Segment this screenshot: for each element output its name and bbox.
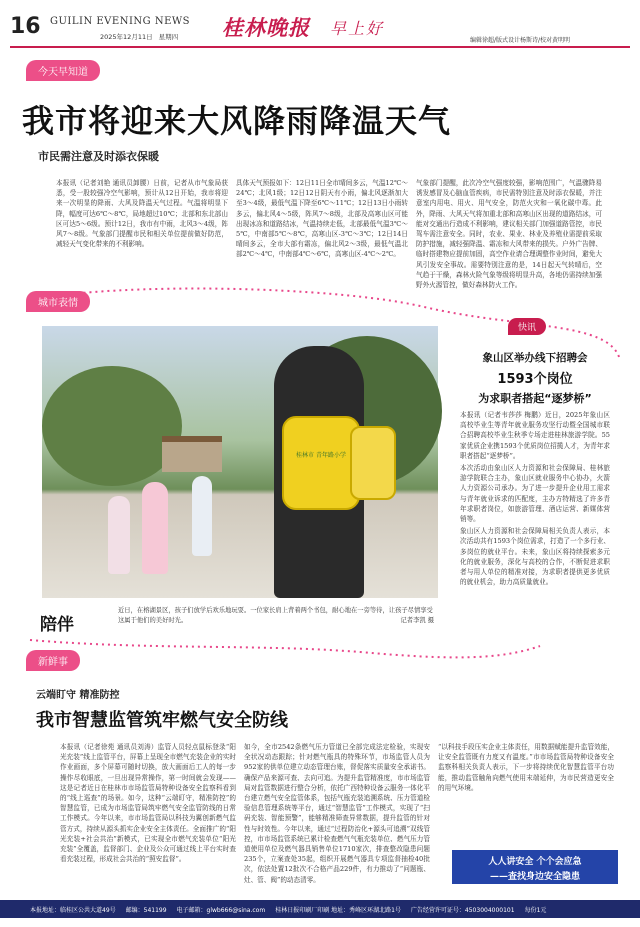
story2-col2: 如今，全市2542条燃气压力管道已全部完成法定检验，实现安全状况动态跟踪；针对燃气瓶具的特殊环节，市场监管人员为952家的供单位建立动态管理台账，督促落实质量安全承诺书。确保产品来源可查、去向可追。为提升监管精准度，市市场监管局对监管数据进行整合分析，依托广西特种设备云服务一体化平台建立燃气安全监管体系，包括气瓶充装追溯系统、压力管道检验信息管理系统等平台，通过“智慧监管”工作模式，实现了“扫码充装、智能预警”，能够精准筛查异常数据，提升监管的针对性与时效性。今年以来，通过“过程防治化+源头可追溯”双线管控，市市场监管系统已累计检查燃气气瓶充装单位、燃气压力管道使用单位及燃气器具销售单位1710家次，排查整改隐患问题235个，立案查处35起，组织开展燃气器具专项监督抽检40批次，依法处置12批次不合格产品229件，有力推动了“问题瓶、灶、管、阀”的动态清零。 (244, 743, 430, 884)
story1-subhead: 市民需注意及时添衣保暖 (38, 150, 159, 163)
footer-printer: 桂林日报印刷厂印刷 地址：秀峰区环湖北路1号 (275, 906, 401, 914)
photo-credit: 记者李凯 摄 (400, 616, 434, 624)
express-headline-line2: 1593个岗位 (497, 372, 573, 387)
child-2 (142, 482, 168, 574)
footer-phone: 邮编：541199 (125, 906, 167, 914)
promo-line2: ——查找身边安全隐患 (489, 872, 580, 882)
footer-email: 电子邮箱：glwb666@sina.com (176, 906, 266, 914)
promo-line1: 人人讲安全 个个会应急 (488, 857, 582, 867)
school-bag (282, 416, 360, 510)
story2-kicker: 云端盯守 精准防控 (36, 690, 120, 701)
story1-col3: 气象部门提醒，此次冷空气强度较强，影响范围广，气温骤降易诱发感冒及心脑血管疾病，市民需特别注意及时添衣保暖，并注意室内用电、用火、用气安全，防范火灾和一氧化碳中毒。此外，降雨、大风天气将加重北部和高寒山区出现的道路结冰，可能对交通出行造成不利影响，建议相关部门加强道路管控，市民驾车需注意安全。同时，农业、果业、林业及养殖业需提前采取防护措施，减轻强降温、霜冻和大风带来的损失。户外广告牌、临时搭建物应提前加固，高空作业请合理调整作业时间，避免大风引发安全事故。需要特别注意的是，14日起天气转晴后，空气趋于干燥，森林火险气象等级将明显升高，各地仍需持续加强野外火源管控，做好森林防火工作。 (416, 179, 602, 290)
masthead-logo: 桂林晚报 (222, 15, 310, 40)
story1-col1: 本报讯（记者刘艳 通讯员卸腰）日前，记者从市气象局获悉，受一股较强冷空气影响，预计从12日开始，我市将迎来一次明显的降雨、大风及降温天气过程。气温将明显下降，幅度可达6℃～8℃，局地超过10℃；北部和东北部山区可达5～6级。预计12日，我市有中雨，北风3～4级，阵风7～8级。气象部门提醒市民和相关单位提前做好防范，减轻天气变化带来的不利影响。 (56, 179, 228, 249)
editor-credits: 编辑徐超/版式设计杨斯诗/校对黄明明 (470, 37, 571, 44)
safety-promo (452, 850, 618, 884)
section-title: 早上好 (330, 19, 385, 38)
story1-col2: 具体天气预报如下：12日11日全市晴间多云，气温12℃～24℃；北风1级；12日12日阴天有小雨，偏北风逐渐加大至3～4级，最低气温下降至6℃～11℃；12日13日小雨转多云，偏北风4～5级，阵风7～8级，北部及高寒山区可能出现冰冻和道路结冰，气温持续走低，北部最低气温3℃～5℃，中南部5℃～8℃，高寒山区-3℃～3℃；12日14日晴间多云，全市大部有霜冻，偏北风2～3级，最低气温北部2℃～4℃，中南部4℃～6℃，高寒山区-4℃～2℃。 (236, 179, 408, 259)
tag-city: 城市表情 (26, 291, 90, 312)
school-bag-2 (350, 426, 396, 500)
tree-left (42, 366, 182, 486)
tag-fresh: 新鲜事 (26, 650, 80, 671)
weekday-text: 星期四 (158, 33, 179, 41)
child-3 (192, 476, 212, 556)
story1-headline: 我市将迎来大风降雨降温天气 (22, 102, 452, 140)
express-headline-line1: 象山区举办线下招聘会 (482, 352, 588, 364)
express-body (460, 410, 610, 640)
express-headline (452, 350, 618, 406)
footer-bar (0, 900, 640, 918)
express-para1: 本报讯（记者韦莎莎 梅鹏）近日，2025年象山区高校毕业生等青年就业服务攻坚行动暨全国城市联合招聘高校毕业生秋季专场走进桂林旅游学院。55家优质企业携1593个优质岗位招揽人才，为青年求职者搭起“逐梦桥”。 (460, 411, 610, 460)
page-number: 16 (10, 14, 41, 39)
photo-title: 陪伴 (40, 615, 74, 635)
issue-date (100, 32, 178, 41)
story2-col3: “以科技手段压实企业主体责任，用数据赋能提升监管效能，让安全监管既有力度又有温度。”市市场监管局特种设备安全监察科相关负责人表示，下一步将持续优化智慧监管平台功能，推动监管触角向燃气使用末端延伸，为市民营造更安全的用气环境。 (438, 743, 614, 792)
story2-col1: 本报讯（记者徐苑 通讯员刘涛）监管人员轻点鼠标登录“阳光充装”线上监管平台，屏幕上呈现全市燃气充装企业的实时作业画面，多个屏幕可随时切换，放大画面后工人的每一步操作尽收眼底，一旦出现异常操作，第一时间就会发现——这是记者近日在桂林市市场监管局特种设备安全监察科看到的“线上巡查”的场景。如今，这种“云端盯守，精准防控”的智慧监管，已成为市场监管局筑牢燃气安全监管防线的日常工作模式。今年以来，市市场监管局以科技为翼创新燃气监管方式，持续从源头抓实企业安全主体责任。全面推广的“阳光充装+社会共治”新模式，已实现全市燃气充装单位“阳光充装”全覆盖，监督部门、企业及公众可通过线上平台实时查看充装过程，形成社会共治的“照安监督”。 (60, 743, 236, 864)
paper-name-en: GUILIN EVENING NEWS (50, 16, 191, 27)
masthead-rule (10, 46, 630, 48)
child-1 (108, 496, 130, 574)
date-text: 2025年12月11日 (100, 33, 153, 41)
footer-price: 每份1元 (524, 906, 547, 914)
caption-text: 近日，在榕湖景区，孩子们放学后欢乐地玩耍。一位家长肩上背着两个书包，耐心地在一旁等待，让孩子尽情享受这属于他们的美好时光。 (118, 607, 433, 624)
express-para3: 象山区人力资源和社会保障局相关负责人表示，本次活动共有1593个岗位需求，打造了一个多行业、多岗位的就业平台。未来，象山区将持续探索多元化的就业服务，深化与高校的合作，不断促进求职者与用人单位的精准对接，为求职者提供更多优质的就业机会，助力高质量就业。 (460, 527, 610, 587)
tag-today: 今天早知道 (26, 60, 100, 81)
photo-caption (118, 606, 434, 625)
story2-headline: 我市智慧监管筑牢燃气安全防线 (36, 710, 288, 731)
footer-address: 本报地址：临桂区公共大道49号 (30, 906, 116, 914)
footer-license: 广告经营许可证号：4503004000101 (410, 906, 515, 914)
tag-express: 快讯 (508, 318, 546, 335)
express-headline-line3: 为求职者搭起“逐梦桥” (478, 392, 592, 405)
bag-label: 桂林市 青年路小学 (296, 452, 346, 459)
pavilion (162, 436, 222, 472)
express-para2: 本次活动由象山区人力资源和社会保障局、桂林旅游学院联合主办，象山区就业服务中心协办，火箭人力资源公司承办。为了进一步提升企业用工需求与青年就业诉求的匹配度，主办方特精选了许多青年求职者岗位，如旅游管理、酒店运营、新媒体营销等。 (460, 464, 610, 524)
feature-photo (42, 326, 438, 598)
